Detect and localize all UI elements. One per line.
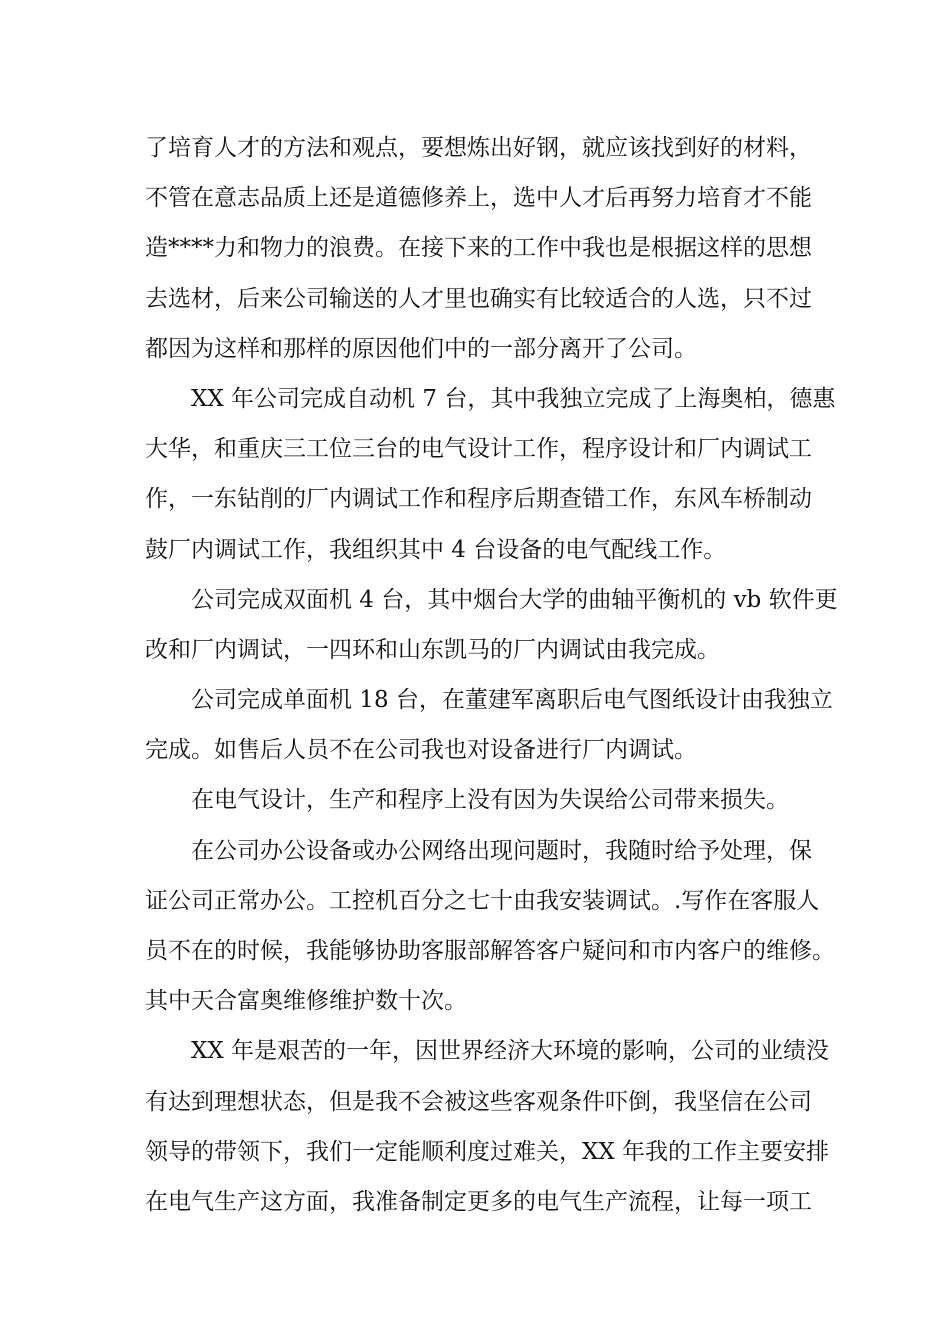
text-line: 不管在意志品质上还是道德修养上，选中人才后再努力培育才不能 bbox=[145, 185, 812, 212]
paragraph-first-line: 在公司办公设备或办公网络出现问题时，我随时给予处理，保 bbox=[191, 837, 812, 864]
text-line: 其中天合富奥维修维护数十次。 bbox=[145, 988, 467, 1015]
text-line: 完成。如售后人员不在公司我也对设备进行厂内调试。 bbox=[145, 737, 697, 764]
text-line: 有达到理想状态，但是我不会被这些客观条件吓倒，我坚信在公司 bbox=[145, 1088, 812, 1115]
paragraph-first-line: XX 年是艰苦的一年，因世界经济大环境的影响，公司的业绩没 bbox=[191, 1038, 830, 1065]
text-line: 都因为这样和那样的原因他们中的一部分离开了公司。 bbox=[145, 335, 697, 362]
text-line: 去选材，后来公司输送的人才里也确实有比较适合的人选，只不过 bbox=[145, 285, 812, 312]
text-line: 造****力和物力的浪费。在接下来的工作中我也是根据这样的思想 bbox=[145, 235, 812, 262]
paragraph-first-line: XX 年公司完成自动机 7 台，其中我独立完成了上海奥柏，德惠 bbox=[191, 385, 836, 412]
document-body bbox=[145, 123, 838, 1227]
paragraph-first-line: 在电气设计，生产和程序上没有因为失误给公司带来损失。 bbox=[191, 787, 789, 814]
text-line: 证公司正常办公。工控机百分之七十由我安装调试。.写作在客服人 bbox=[145, 887, 820, 914]
text-line: 改和厂内调试，一四环和山东凯马的厂内调试由我完成。 bbox=[145, 636, 720, 663]
paragraph-first-line: 公司完成双面机 4 台，其中烟台大学的曲轴平衡机的 vb 软件更 bbox=[191, 586, 838, 613]
text-line: 在电气生产这方面，我准备制定更多的电气生产流程，让每一项工 bbox=[145, 1188, 812, 1215]
text-line: 了培育人才的方法和观点，要想炼出好钢，就应该找到好的材料， bbox=[145, 135, 812, 161]
text-line: 领导的带领下，我们一定能顺利度过难关，XX 年我的工作主要安排 bbox=[145, 1138, 830, 1165]
paragraph-first-line: 公司完成单面机 18 台，在董建军离职后电气图纸设计由我独立 bbox=[191, 687, 833, 714]
text-line: 大华，和重庆三工位三台的电气设计工作，程序设计和厂内调试工 bbox=[145, 436, 812, 463]
text-line: 鼓厂内调试工作，我组织其中 4 台设备的电气配线工作。 bbox=[145, 536, 727, 563]
text-line: 员不在的时候，我能够协助客服部解答客户疑问和市内客户的维修。 bbox=[145, 938, 835, 964]
text-line: 作，一东钻削的厂内调试工作和程序后期查错工作，东风车桥制动 bbox=[145, 486, 812, 513]
